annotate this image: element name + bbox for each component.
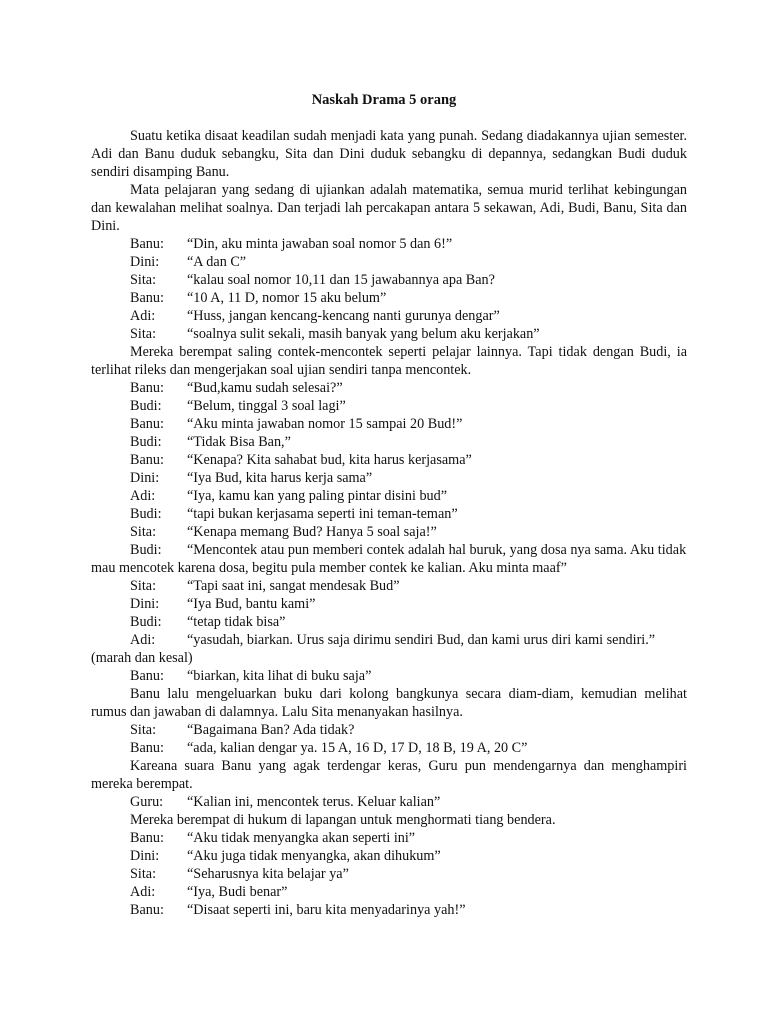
speaker-name: Adi: [130, 632, 156, 648]
speaker-name: Banu: [130, 416, 164, 432]
document-body [91, 127, 687, 919]
dialogue-line [91, 541, 687, 577]
spoken-text: “Kenapa? Kita sahabat bud, kita harus kerjasama” [187, 452, 472, 468]
narration-paragraph: Suatu ketika disaat keadilan sudah menjadi kata yang punah. Sedang diadakannya ujian semester. Adi dan Banu duduk sebangku, Sita dan Dini duduk sebangku di depannya, sedangkan Budi duduk sendiri disamping Banu. [91, 128, 687, 180]
spoken-text: “soalnya sulit sekali, masih banyak yang belum aku kerjakan” [187, 326, 540, 342]
speaker-name: Budi: [130, 506, 162, 522]
dialogue-line [91, 829, 687, 847]
speaker-name: Sita: [130, 524, 157, 540]
spoken-text: “Huss, jangan kencang-kencang nanti gurunya dengar” [187, 308, 500, 324]
speaker-name: Banu: [130, 236, 164, 252]
spoken-text: “Aku juga tidak menyangka, akan dihukum” [187, 848, 441, 864]
speaker-name: Guru: [130, 794, 164, 810]
speaker-name: Dini: [130, 254, 160, 270]
speaker-name: Sita: [130, 326, 157, 342]
speaker-name: Banu: [130, 290, 164, 306]
dialogue-line [91, 721, 687, 739]
document-title: Naskah Drama 5 orang [311, 92, 457, 108]
speaker-name: Dini: [130, 470, 160, 486]
spoken-text: “10 A, 11 D, nomor 15 aku belum” [187, 290, 387, 306]
spoken-text: “A dan C” [187, 254, 247, 270]
dialogue-line [91, 793, 687, 811]
speaker-name: Budi: [130, 434, 162, 450]
speaker-name: Banu: [130, 830, 164, 846]
spoken-text: “Seharusnya kita belajar ya” [187, 866, 349, 882]
dialogue-line [91, 847, 687, 865]
spoken-text: “Bud,kamu sudah selesai?” [187, 380, 343, 396]
speaker-name: Sita: [130, 722, 157, 738]
dialogue-line [91, 451, 687, 469]
dialogue-line [91, 883, 687, 901]
spoken-text: “tapi bukan kerjasama seperti ini teman-teman” [187, 506, 458, 522]
narration-paragraph: Mereka berempat saling contek-mencontek seperti pelajar lainnya. Tapi tidak dengan Budi, ia terlihat rileks dan mengerjakan soal ujian sendiri tanpa mencontek. [91, 344, 687, 378]
dialogue-line [91, 595, 687, 613]
dialogue-line [91, 577, 687, 595]
speaker-name: Sita: [130, 866, 157, 882]
narration-paragraph: Mereka berempat di hukum di lapangan untuk menghormati tiang bendera. [130, 812, 556, 828]
spoken-text: “Iya Bud, kita harus kerja sama” [187, 470, 373, 486]
dialogue-line [91, 397, 687, 415]
dialogue-line [91, 865, 687, 883]
speaker-name: Budi: [130, 398, 162, 414]
spoken-text: “tetap tidak bisa” [187, 614, 286, 630]
spoken-text: “Mencontek atau pun memberi contek adalah hal buruk, yang dosa nya sama. Aku tidak mau mencotek karena dosa, begitu pula member contek ke kalian. Aku minta maaf” [91, 542, 687, 576]
spoken-text: “biarkan, kita lihat di buku saja” [187, 668, 372, 684]
dialogue-line [91, 433, 687, 451]
dialogue-line [91, 505, 687, 523]
dialogue-line [91, 901, 687, 919]
spoken-text: “Iya, kamu kan yang paling pintar disini bud” [187, 488, 448, 504]
speaker-name: Sita: [130, 578, 157, 594]
spoken-text: “yasudah, biarkan. Urus saja dirimu sendiri Bud, dan kami urus diri kami sendiri.” (marah dan kesal) [91, 632, 656, 666]
spoken-text: “Belum, tinggal 3 soal lagi” [187, 398, 346, 414]
narration-paragraph: Banu lalu mengeluarkan buku dari kolong bangkunya secara diam-diam, kemudian melihat rumus dan jawaban di dalamnya. Lalu Sita menanyakan hasilnya. [91, 686, 687, 720]
spoken-text: “Kalian ini, mencontek terus. Keluar kalian” [187, 794, 441, 810]
dialogue-line [91, 325, 687, 343]
dialogue-line [91, 523, 687, 541]
dialogue-line [91, 235, 687, 253]
dialogue-line [91, 271, 687, 289]
dialogue-line [91, 667, 687, 685]
dialogue-line [91, 469, 687, 487]
spoken-text: “Aku minta jawaban nomor 15 sampai 20 Bud!” [187, 416, 463, 432]
spoken-text: “Iya Bud, bantu kami” [187, 596, 316, 612]
speaker-name: Adi: [130, 308, 156, 324]
speaker-name: Banu: [130, 452, 164, 468]
spoken-text: “Tapi saat ini, sangat mendesak Bud” [187, 578, 400, 594]
dialogue-line [91, 739, 687, 757]
speaker-name: Budi: [130, 614, 162, 630]
dialogue-line [91, 613, 687, 631]
spoken-text: “Disaat seperti ini, baru kita menyadarinya yah!” [187, 902, 466, 918]
speaker-name: Banu: [130, 668, 164, 684]
narration-paragraph: Mata pelajaran yang sedang di ujiankan adalah matematika, semua murid terlihat kebingungan dan kewalahan melihat soalnya. Dan terjadi lah percakapan antara 5 sekawan, Adi, Budi, Banu, Sita dan Dini. [91, 182, 687, 234]
spoken-text: “Aku tidak menyangka akan seperti ini” [187, 830, 416, 846]
speaker-name: Banu: [130, 380, 164, 396]
dialogue-line [91, 631, 687, 667]
spoken-text: “Bagaimana Ban? Ada tidak? [187, 722, 355, 738]
dialogue-line [91, 307, 687, 325]
speaker-name: Sita: [130, 272, 157, 288]
speaker-name: Dini: [130, 596, 160, 612]
dialogue-line [91, 379, 687, 397]
speaker-name: Adi: [130, 884, 156, 900]
spoken-text: “kalau soal nomor 10,11 dan 15 jawabannya apa Ban? [187, 272, 495, 288]
dialogue-line [91, 253, 687, 271]
speaker-name: Dini: [130, 848, 160, 864]
spoken-text: “Din, aku minta jawaban soal nomor 5 dan 6!” [187, 236, 453, 252]
narration-paragraph: Kareana suara Banu yang agak terdengar keras, Guru pun mendengarnya dan menghampiri mereka berempat. [91, 758, 687, 792]
dialogue-line [91, 415, 687, 433]
speaker-name: Adi: [130, 488, 156, 504]
speaker-name: Banu: [130, 740, 164, 756]
spoken-text: “Iya, Budi benar” [187, 884, 288, 900]
speaker-name: Budi: [130, 542, 162, 558]
speaker-name: Banu: [130, 902, 164, 918]
dialogue-line [91, 487, 687, 505]
spoken-text: “Tidak Bisa Ban,” [187, 434, 291, 450]
dialogue-line [91, 289, 687, 307]
spoken-text: “ada, kalian dengar ya. 15 A, 16 D, 17 D, 18 B, 19 A, 20 C” [187, 740, 528, 756]
spoken-text: “Kenapa memang Bud? Hanya 5 soal saja!” [187, 524, 437, 540]
